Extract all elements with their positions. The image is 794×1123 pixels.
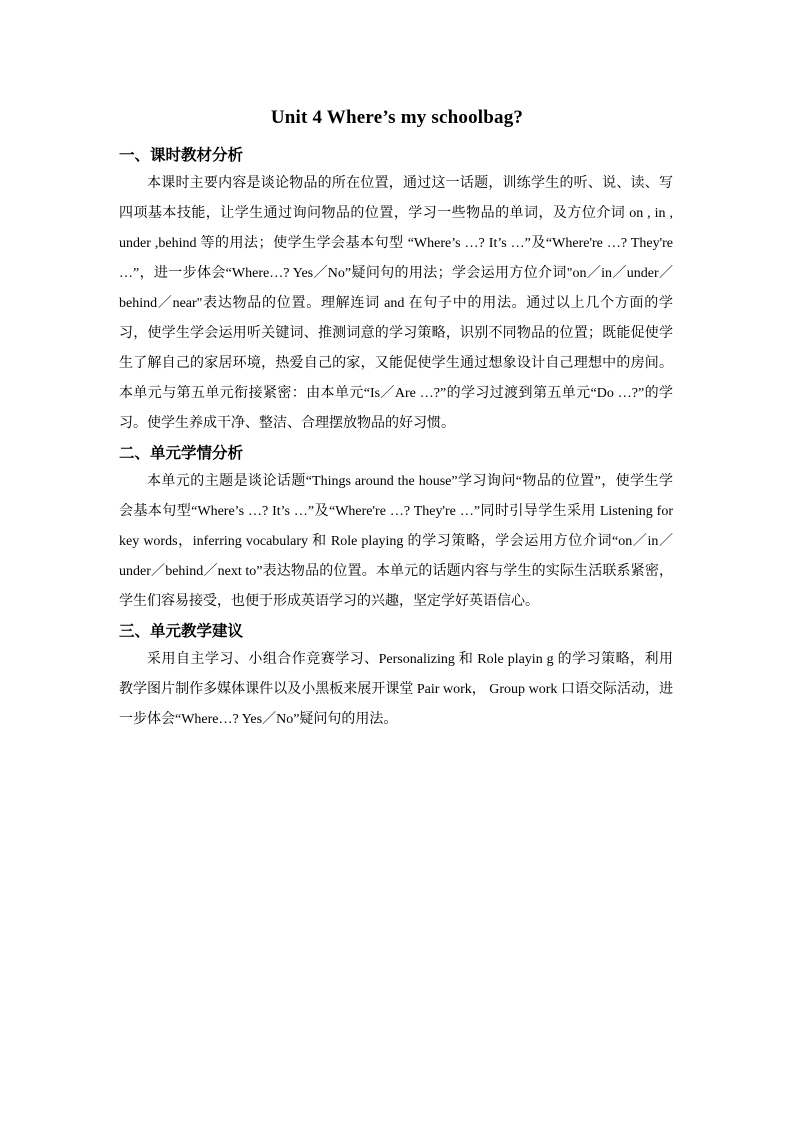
section-paragraph: 本单元的主题是谈论话题“Things around the house”学习询问“物品的位置”，使学生学会基本句型“Where’s …? It’s …”及“Where're …? They're …”同时引导学生采用 Listening for key words，inferring vocabulary 和 Role playing 的学习策略，学会运用方位介词“on／in／under／behind／next to”表达物品的位置。本单元的话题内容与学生的实际生活联系紧密，学生们容易接受，也便于形成英语学习的兴趣，坚定学好英语信心。 — [119, 474, 673, 609]
document-title: Unit 4 Where’s my schoolbag? — [270, 107, 524, 128]
section-student-analysis — [119, 441, 673, 617]
section-heading: 三、单元教学建议 — [119, 623, 244, 640]
section-heading: 一、课时教材分析 — [119, 147, 244, 164]
section-teaching-suggestions — [119, 619, 673, 735]
document-body — [119, 143, 673, 737]
section-heading: 二、单元学情分析 — [119, 445, 244, 462]
section-paragraph: 采用自主学习、小组合作竞赛学习、Personalizing 和 Role playin g 的学习策略，利用教学图片制作多媒体课件以及小黑板来展开课堂 Pair work， Group work 口语交际活动，进一步体会“Where…? Yes／No”疑问句的用法。 — [119, 652, 673, 727]
section-textbook-analysis — [119, 143, 673, 439]
section-paragraph: 本课时主要内容是谈论物品的所在位置，通过这一话题，训练学生的听、说、读、写四项基本技能，让学生通过询问物品的位置，学习一些物品的单词，及方位介词 on , in , under ,behind 等的用法；使学生学会基本句型 “Where’s …? It’s …”及“Where're …? They're …”，进一步体会“Where…? Yes／No”疑问句的用法；学会运用方位介词"on／in／under／behind／near"表达物品的位置。理解连词 and 在句子中的用法。通过以上几个方面的学习，使学生学会运用听关键词、推测词意的学习策略，识别不同物品的位置；既能促使学生了解自己的家居环境，热爱自己的家，又能促使学生通过想象设计自己理想中的房间。本单元与第五单元衔接紧密：由本单元“Is／Are …?”的学习过渡到第五单元“Do …?”的学习。使学生养成干净、整洁、合理摆放物品的好习惯。 — [119, 176, 673, 431]
